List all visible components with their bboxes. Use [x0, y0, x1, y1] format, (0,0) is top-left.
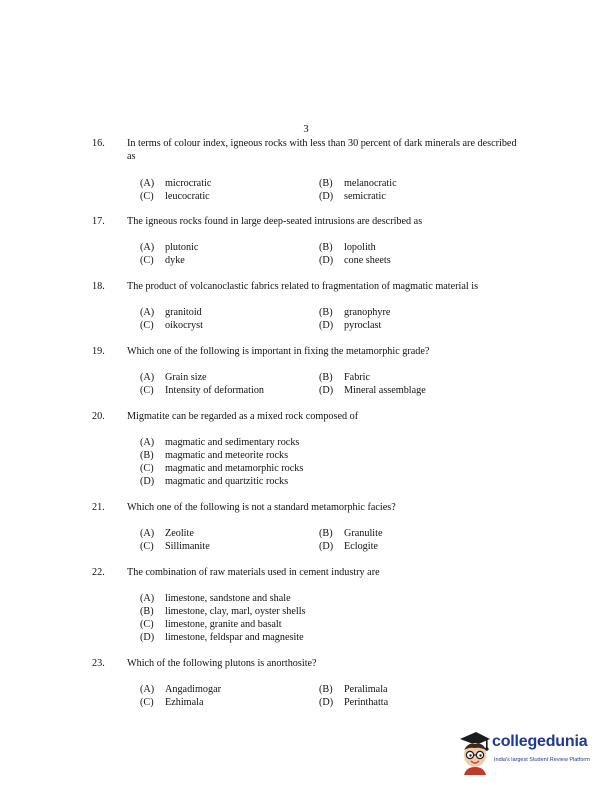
option-label: (B) [140, 606, 154, 617]
option-c [140, 255, 185, 268]
option-text: limestone, clay, marl, oyster shells [165, 606, 306, 617]
option-b [319, 307, 390, 320]
option-label: (B) [319, 372, 333, 383]
option-label: (C) [140, 255, 154, 266]
option-text: Ezhimala [165, 697, 204, 708]
question-number: 22. [92, 567, 105, 578]
collegedunia-logo[interactable] [456, 727, 601, 779]
option-label: (A) [140, 528, 155, 539]
option-text: cone sheets [344, 255, 391, 266]
option-label: (C) [140, 191, 154, 202]
question-number: 19. [92, 346, 105, 357]
option-text: oikocryst [165, 320, 203, 331]
option-label: (D) [319, 320, 334, 331]
option-text: dyke [165, 255, 185, 266]
logo-tagline: India's largest Student Review Platform [494, 757, 590, 763]
option-text: limestone, granite and basalt [165, 619, 282, 630]
option-label: (D) [140, 632, 155, 643]
option-d [319, 385, 426, 398]
option-a [140, 593, 291, 606]
option-text: Mineral assemblage [344, 385, 426, 396]
option-c [140, 619, 282, 632]
option-d [319, 255, 391, 268]
question-text: The igneous rocks found in large deep-seated intrusions are described as [127, 216, 423, 227]
option-a [140, 437, 299, 450]
option-label: (C) [140, 463, 154, 474]
option-d [319, 191, 386, 204]
question-number: 16. [92, 138, 105, 149]
option-label: (A) [140, 437, 155, 448]
option-label: (D) [319, 541, 334, 552]
option-c [140, 320, 203, 333]
option-b [319, 684, 388, 697]
option-label: (A) [140, 242, 155, 253]
option-text: limestone, sandstone and shale [165, 593, 291, 604]
option-text: Grain size [165, 372, 207, 383]
option-b [319, 178, 397, 191]
question-text: Which one of the following is important in fixing the metamorphic grade? [127, 346, 430, 357]
option-d [319, 697, 388, 710]
option-c [140, 463, 303, 476]
option-label: (D) [319, 385, 334, 396]
option-label: (C) [140, 541, 154, 552]
option-d [140, 476, 288, 489]
question-number: 18. [92, 281, 105, 292]
option-text: magmatic and sedimentary rocks [165, 437, 300, 448]
question-number: 21. [92, 502, 105, 513]
question-text: Which of the following plutons is anorthosite? [127, 658, 317, 669]
option-label: (B) [319, 242, 333, 253]
option-label: (A) [140, 372, 155, 383]
option-label: (A) [140, 307, 155, 318]
option-text: granitoid [165, 307, 202, 318]
option-text: plutonic [165, 242, 199, 253]
option-label: (D) [319, 697, 334, 708]
question-text: The combination of raw materials used in cement industry are [127, 567, 380, 578]
option-text: Angadimogar [165, 684, 222, 695]
option-label: (C) [140, 320, 154, 331]
option-label: (B) [319, 528, 333, 539]
option-label: (D) [319, 191, 334, 202]
option-c [140, 697, 203, 710]
question-number: 17. [92, 216, 105, 227]
option-text: Peralimala [344, 684, 388, 695]
question-number: 23. [92, 658, 105, 669]
option-text: melanocratic [344, 178, 397, 189]
option-c [140, 385, 264, 398]
question-text: Which one of the following is not a standard metamorphic facies? [127, 502, 396, 513]
question-text: The product of volcanoclastic fabrics related to fragmentation of magmatic material is [127, 281, 479, 292]
option-c [140, 541, 210, 554]
option-text: magmatic and metamorphic rocks [165, 463, 304, 474]
option-text: leucocratic [165, 191, 210, 202]
option-label: (A) [140, 684, 155, 695]
option-label: (A) [140, 593, 155, 604]
question-text: Migmatite can be regarded as a mixed rock composed of [127, 411, 359, 422]
option-text: lopolith [344, 242, 376, 253]
option-a [140, 684, 221, 697]
option-label: (C) [140, 697, 154, 708]
option-text: pyroclast [344, 320, 382, 331]
option-text: Sillimanite [165, 541, 210, 552]
logo-name: collegedunia [492, 733, 588, 750]
student-mascot-icon [456, 727, 492, 775]
option-d [140, 632, 304, 645]
option-text: magmatic and meteorite rocks [165, 450, 289, 461]
option-label: (C) [140, 385, 154, 396]
option-label: (D) [319, 255, 334, 266]
option-text: magmatic and quartzitic rocks [165, 476, 289, 487]
option-text: Zeolite [165, 528, 194, 539]
option-text: Eclogite [344, 541, 378, 552]
option-label: (B) [140, 450, 154, 461]
option-text: semicratic [344, 191, 386, 202]
option-a [140, 178, 211, 191]
option-text: granophyre [344, 307, 391, 318]
option-text: microcratic [165, 178, 212, 189]
option-label: (D) [140, 476, 155, 487]
question-text: In terms of colour index, igneous rocks with less than 30 percent of dark minerals are described as [127, 138, 517, 162]
option-a [140, 242, 198, 255]
question-number: 20. [92, 411, 105, 422]
option-b [319, 528, 382, 541]
option-text: limestone, feldspar and magnesite [165, 632, 304, 643]
option-b [140, 606, 306, 619]
option-label: (B) [319, 178, 333, 189]
option-text: Perinthatta [344, 697, 389, 708]
option-b [140, 450, 288, 463]
option-c [140, 191, 210, 204]
option-label: (A) [140, 178, 155, 189]
option-d [319, 320, 381, 333]
option-b [319, 372, 370, 385]
option-text: Fabric [344, 372, 371, 383]
option-d [319, 541, 378, 554]
option-label: (B) [319, 307, 333, 318]
option-a [140, 372, 207, 385]
option-text: Granulite [344, 528, 383, 539]
option-a [140, 528, 194, 541]
page-number: 3 [303, 124, 309, 135]
option-text: Intensity of deformation [165, 385, 265, 396]
option-label: (C) [140, 619, 154, 630]
option-label: (B) [319, 684, 333, 695]
option-b [319, 242, 376, 255]
option-a [140, 307, 202, 320]
